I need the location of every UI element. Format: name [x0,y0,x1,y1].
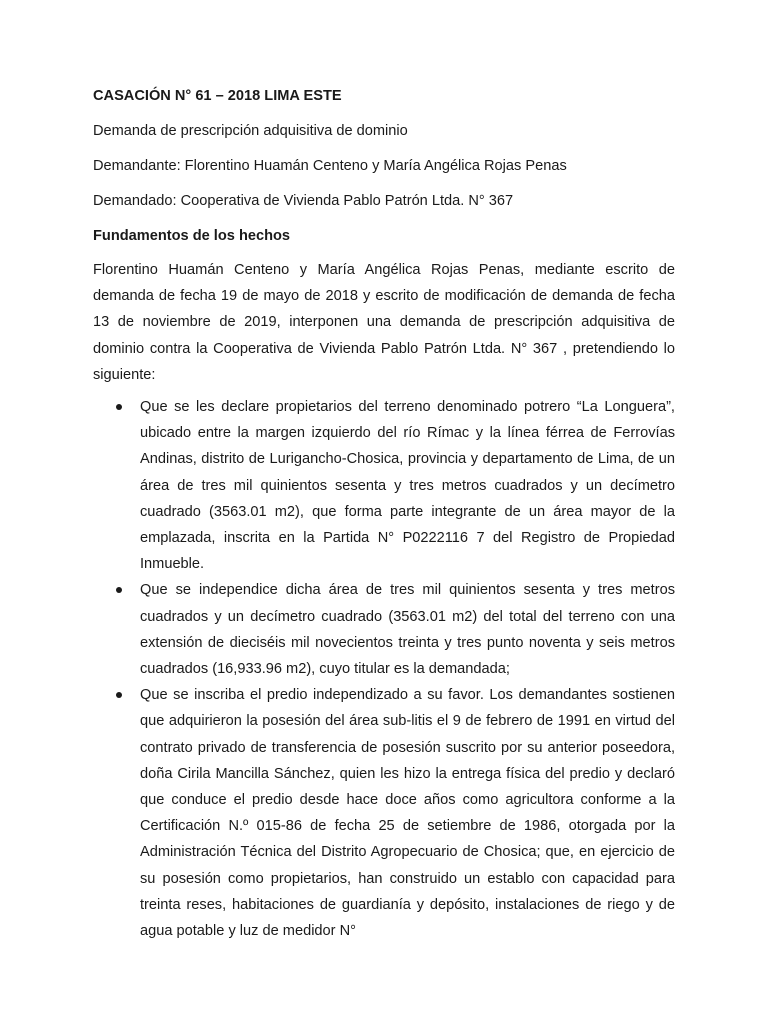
defendant-line: Demandado: Cooperativa de Vivienda Pablo Patrón Ltda. N° 367 [93,193,514,209]
bullet-icon [116,692,122,698]
intro-paragraph: Florentino Huamán Centeno y María Angélica Rojas Penas, mediante escrito de demanda de fecha 19 de mayo de 2018 y escrito de modificación de demanda de fecha 13 de noviembre de 2019, interponen una demanda de prescripción adquisitiva de dominio contra la Cooperativa de Vivienda Pablo Patrón Ltda. N° 367 , pretendiendo lo siguiente: [93,262,675,383]
bullet-icon [116,404,122,410]
claims-list [93,394,675,944]
section-heading: Fundamentos de los hechos [93,228,291,244]
document-title: CASACIÓN N° 61 – 2018 LIMA ESTE [93,88,342,104]
list-item [93,394,675,577]
list-item-text: Que se independice dicha área de tres mil quinientos sesenta y tres metros cuadrados y un decímetro cuadrado (3563.01 m2) del total del terreno con una extensión de dieciséis mil novecientos treinta y tres punto noventa y seis metros cuadrados (16,933.96 m2), cuyo titular es la demandada; [140,582,675,678]
list-item [93,682,675,944]
case-subject: Demanda de prescripción adquisitiva de dominio [93,123,408,139]
document-page [93,0,675,1024]
plaintiff-line: Demandante: Florentino Huamán Centeno y María Angélica Rojas Penas [93,158,567,174]
bullet-icon [116,587,122,593]
list-item-text: Que se les declare propietarios del terreno denominado potrero “La Longuera”, ubicado entre la margen izquierdo del río Rímac y la línea férrea de Ferrovías Andinas, distrito de Lurigancho-Chosica, provincia y departamento de Lima, de un área de tres mil quinientos sesenta y tres metros cuadrados y un decímetro cuadrado (3563.01 m2), que forma parte integrante de un área mayor de la emplazada, inscrita en la Partida N° P0222116 7 del Registro de Propiedad Inmueble. [140,399,675,573]
list-item [93,577,675,682]
list-item-text: Que se inscriba el predio independizado a su favor. Los demandantes sostienen que adquirieron la posesión del área sub-litis el 9 de febrero de 1991 en virtud del contrato privado de transferencia de posesión suscrito por su anterior poseedora, doña Cirila Mancilla Sánchez, quien les hizo la entrega física del predio y declaró que conduce el predio desde hace doce años como agricultora conforme a la Certificación N.º 015-86 de fecha 25 de setiembre de 1986, otorgada por la Administración Técnica del Distrito Agropecuario de Chosica; que, en ejercicio de su posesión como propietarios, han construido un establo con capacidad para treinta reses, habitaciones de guardianía y depósito, instalaciones de riego y de agua potable y luz de medidor N° [140,687,675,940]
